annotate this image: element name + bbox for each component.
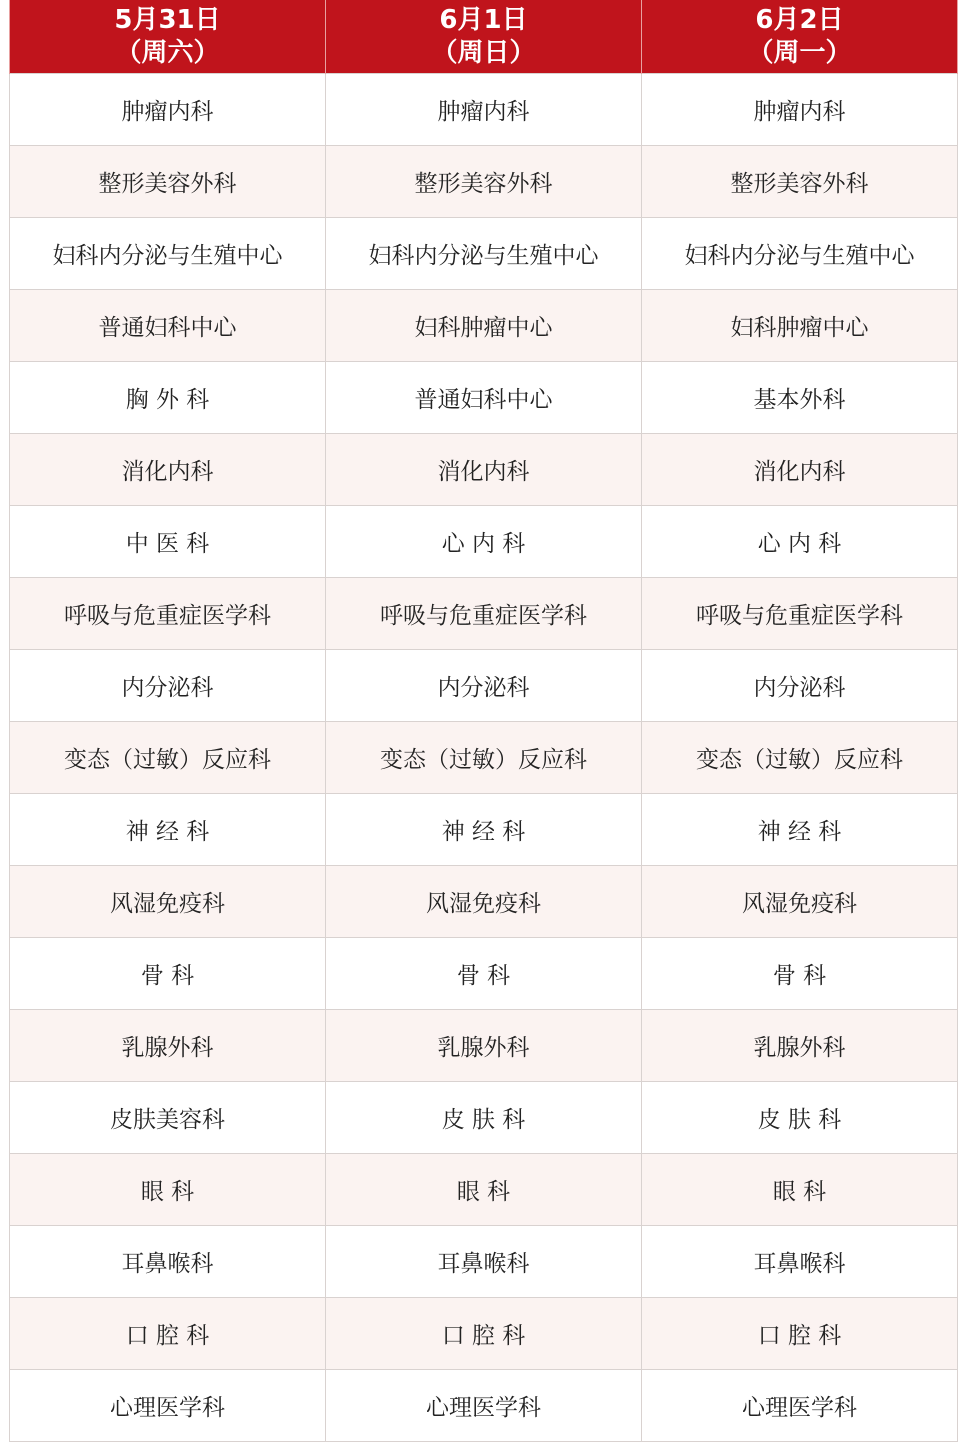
table-row [10,1154,958,1226]
department-cell: 神 经 科 [642,794,958,866]
department-cell: 整形美容外科 [326,146,642,218]
table-row [10,722,958,794]
department-cell: 神 经 科 [326,794,642,866]
table-row [10,74,958,146]
table-row [10,1226,958,1298]
department-cell: 耳鼻喉科 [642,1226,958,1298]
department-cell: 呼吸与危重症医学科 [10,578,326,650]
table-row [10,938,958,1010]
table-row [10,650,958,722]
department-cell: 妇科肿瘤中心 [642,290,958,362]
department-cell: 风湿免疫科 [10,866,326,938]
department-cell: 内分泌科 [642,650,958,722]
department-cell: 变态（过敏）反应科 [326,722,642,794]
department-cell: 眼 科 [10,1154,326,1226]
column-weekday: （周日） [431,37,536,68]
department-cell: 心理医学科 [10,1370,326,1442]
department-cell: 普通妇科中心 [326,362,642,434]
department-cell: 心 内 科 [326,506,642,578]
department-cell: 心理医学科 [326,1370,642,1442]
header-row [10,0,958,74]
department-cell: 妇科内分泌与生殖中心 [642,218,958,290]
department-cell: 呼吸与危重症医学科 [326,578,642,650]
department-cell: 消化内科 [642,434,958,506]
department-cell: 口 腔 科 [326,1298,642,1370]
department-cell: 口 腔 科 [642,1298,958,1370]
schedule-header [10,0,958,74]
department-cell: 肿瘤内科 [642,74,958,146]
table-row [10,794,958,866]
department-cell: 风湿免疫科 [642,866,958,938]
department-cell: 乳腺外科 [642,1010,958,1082]
department-cell: 乳腺外科 [10,1010,326,1082]
department-cell: 耳鼻喉科 [326,1226,642,1298]
column-weekday: （周一） [747,37,852,68]
department-cell: 心 内 科 [642,506,958,578]
department-cell: 变态（过敏）反应科 [642,722,958,794]
department-cell: 妇科肿瘤中心 [326,290,642,362]
column-header-day-2 [326,0,642,74]
department-cell: 妇科内分泌与生殖中心 [10,218,326,290]
schedule-body [10,74,958,1442]
department-cell: 骨 科 [10,938,326,1010]
department-cell: 骨 科 [642,938,958,1010]
column-weekday: （周六） [115,37,220,68]
column-date: 6月1日 [439,4,528,35]
table-row [10,866,958,938]
department-cell: 中 医 科 [10,506,326,578]
department-cell: 肿瘤内科 [10,74,326,146]
column-date: 5月31日 [114,4,221,35]
department-cell: 妇科内分泌与生殖中心 [326,218,642,290]
table-row [10,362,958,434]
column-header-day-3 [642,0,958,74]
department-cell: 消化内科 [326,434,642,506]
department-cell: 变态（过敏）反应科 [10,722,326,794]
department-cell: 神 经 科 [10,794,326,866]
department-cell: 胸 外 科 [10,362,326,434]
table-row [10,290,958,362]
department-cell: 内分泌科 [10,650,326,722]
column-header-day-1 [10,0,326,74]
department-cell: 整形美容外科 [10,146,326,218]
table-row [10,1298,958,1370]
department-cell: 整形美容外科 [642,146,958,218]
table-row [10,578,958,650]
department-cell: 呼吸与危重症医学科 [642,578,958,650]
department-cell: 口 腔 科 [10,1298,326,1370]
department-cell: 肿瘤内科 [326,74,642,146]
department-cell: 耳鼻喉科 [10,1226,326,1298]
department-cell: 骨 科 [326,938,642,1010]
department-schedule-table [9,0,958,1442]
table-row [10,1082,958,1154]
department-cell: 内分泌科 [326,650,642,722]
department-cell: 皮 肤 科 [642,1082,958,1154]
column-date: 6月2日 [755,4,844,35]
department-cell: 消化内科 [10,434,326,506]
department-cell: 基本外科 [642,362,958,434]
table-row [10,434,958,506]
department-cell: 眼 科 [642,1154,958,1226]
table-row [10,146,958,218]
department-cell: 皮 肤 科 [326,1082,642,1154]
department-cell: 心理医学科 [642,1370,958,1442]
department-cell: 乳腺外科 [326,1010,642,1082]
table-row [10,1010,958,1082]
table-row [10,218,958,290]
department-cell: 眼 科 [326,1154,642,1226]
department-cell: 普通妇科中心 [10,290,326,362]
department-cell: 皮肤美容科 [10,1082,326,1154]
table-row [10,506,958,578]
table-row [10,1370,958,1442]
department-cell: 风湿免疫科 [326,866,642,938]
